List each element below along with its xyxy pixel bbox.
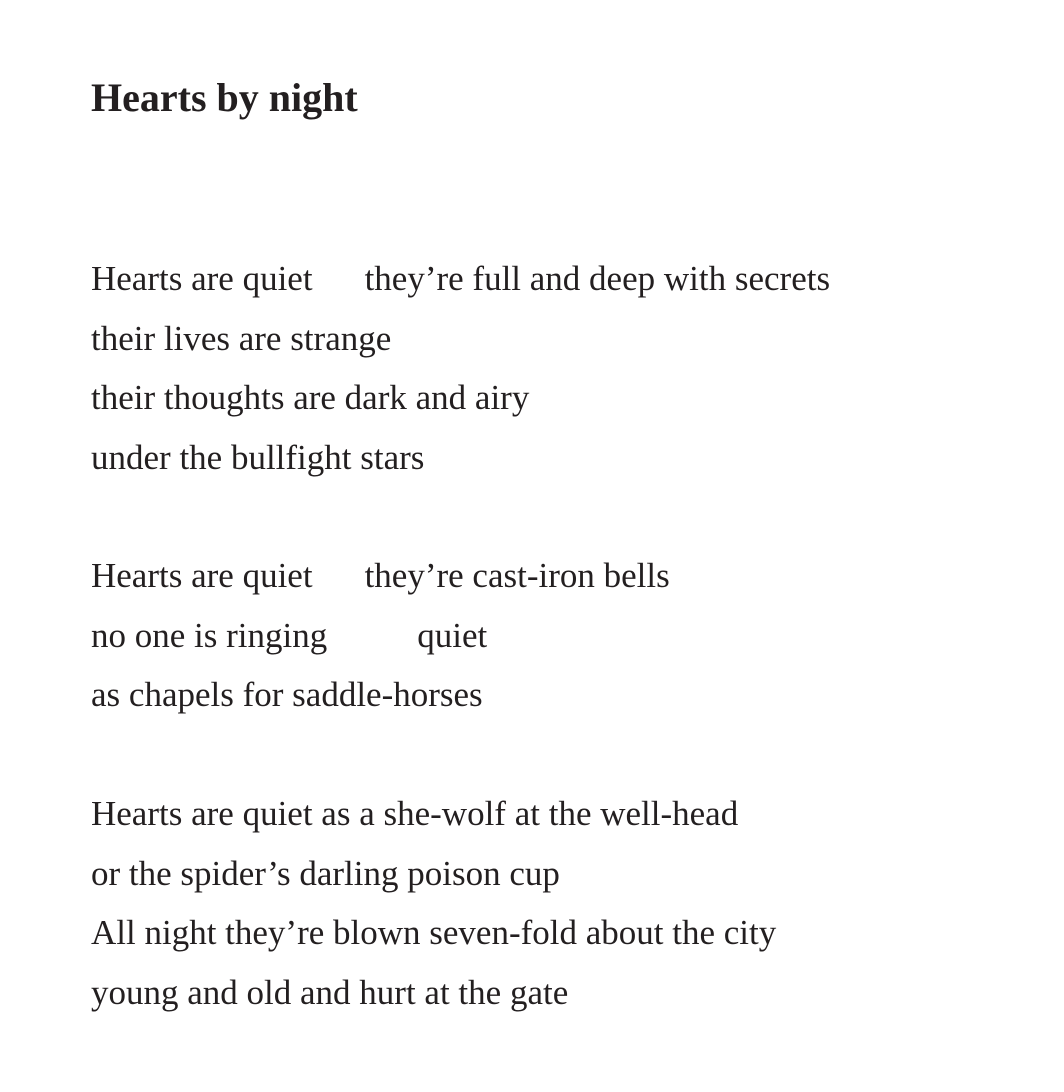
poem-line — [91, 309, 830, 369]
line-segment: they’re full and deep with secrets — [364, 259, 831, 298]
line-segment: Hearts are quiet — [91, 259, 313, 298]
poem-line — [91, 844, 776, 904]
poem-line — [91, 784, 776, 844]
line-segment: All night they’re blown seven-fold about the city — [91, 913, 777, 952]
stanza-3 — [91, 784, 776, 1022]
poem-line — [91, 606, 670, 666]
line-segment: Hearts are quiet — [91, 556, 313, 595]
line-segment: or the spider’s darling poison cup — [91, 853, 560, 893]
line-segment: they’re cast-iron bells — [364, 556, 670, 595]
line-segment: their lives are strange — [91, 318, 392, 358]
line-segment: no one is ringing — [91, 615, 328, 655]
poem-line — [91, 428, 830, 488]
line-segment: Hearts are quiet as a she-wolf at the well-head — [91, 794, 739, 833]
poem-line — [91, 368, 830, 428]
poem-line — [91, 665, 670, 725]
line-segment: under the bullfight stars — [91, 437, 425, 477]
line-segment: as chapels for saddle-horses — [91, 675, 483, 714]
line-segment: quiet — [417, 615, 488, 655]
stanza-2 — [91, 546, 670, 725]
line-segment: their thoughts are dark and airy — [91, 378, 530, 417]
poem-line — [91, 963, 776, 1023]
poem-line — [91, 249, 830, 309]
stanza-1 — [91, 249, 830, 487]
poem-line — [91, 903, 776, 963]
line-segment: young and old and hurt at the gate — [91, 972, 569, 1012]
poem-title: Hearts by night — [91, 75, 358, 120]
poem-line — [91, 546, 670, 606]
